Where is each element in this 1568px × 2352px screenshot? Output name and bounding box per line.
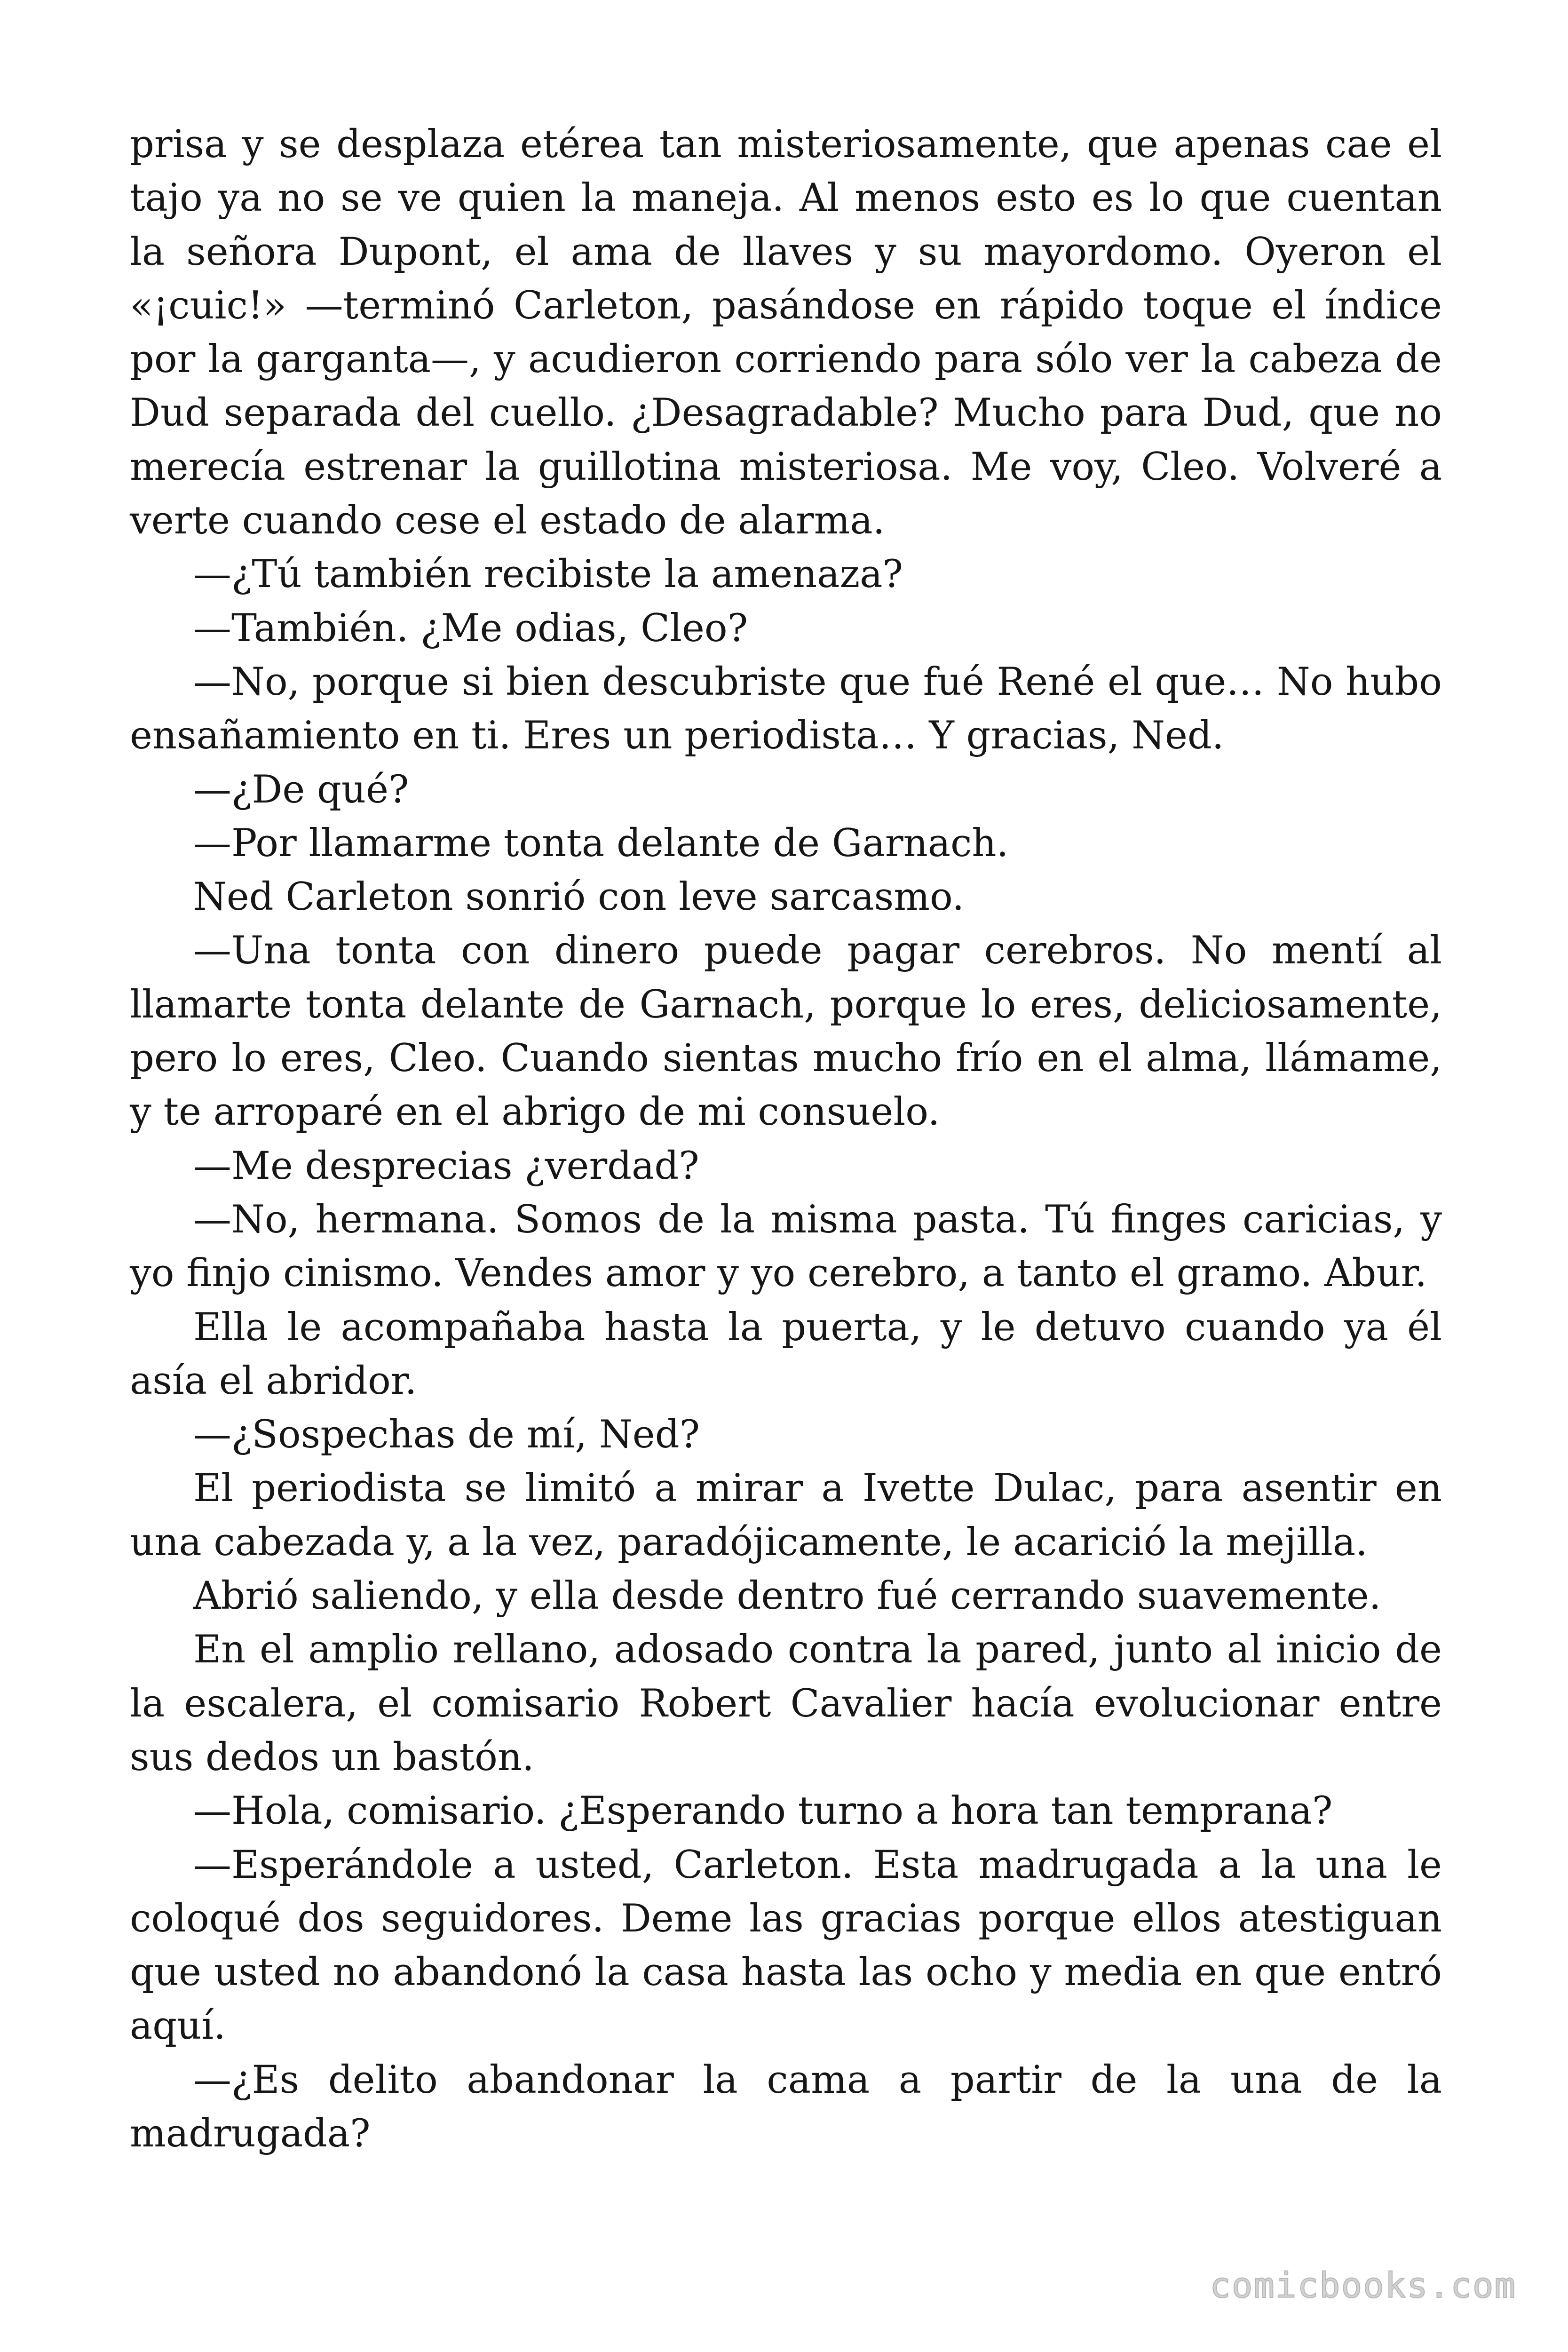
paragraph: —¿De qué?: [193, 767, 409, 812]
paragraph: Ella le acompañaba hasta la puerta, y le detuvo cuando ya él asía el abridor.: [130, 1305, 1442, 1403]
paragraph: Abrió saliendo, y ella desde dentro fué cerrando suavemente.: [193, 1574, 1381, 1619]
paragraph: El periodista se limitó a mirar a Ivette Dulac, para asentir en una cabezada y, a la vez, paradójicamente, le acarició la mejilla.: [130, 1466, 1442, 1565]
paragraph: —Hola, comisario. ¿Esperando turno a hora tan temprana?: [193, 1789, 1333, 1834]
paragraph: En el amplio rellano, adosado contra la pared, junto al inicio de la escalera, el comisario Robert Cavalier hacía evolucionar entre sus dedos un bastón.: [130, 1628, 1442, 1780]
paragraph: —Una tonta con dinero puede pagar cerebros. No mentí al llamarte tonta delante de Garnach, porque lo eres, deliciosamente, pero lo eres, Cleo. Cuando sientas mucho frío en el alma, llámame, y te arroparé en el abrigo de mi consuelo.: [130, 929, 1442, 1135]
paragraph: —Por llamarme tonta delante de Garnach.: [193, 821, 1009, 866]
paragraph: —También. ¿Me odias, Cleo?: [193, 606, 748, 651]
watermark-logo: comicbooks.com: [1210, 2265, 1516, 2306]
paragraph: —Esperándole a usted, Carleton. Esta madrugada a la una le coloqué dos seguidores. Deme las gracias porque ellos atestiguan que usted no abandonó la casa hasta las ocho y media en que entró aquí.: [130, 1843, 1442, 2049]
paragraph: —¿Sospechas de mí, Ned?: [193, 1413, 700, 1457]
paragraph: Ned Carleton sonrió con leve sarcasmo.: [193, 875, 965, 920]
book-page-text: [130, 118, 1442, 2161]
paragraph: —Me desprecias ¿verdad?: [193, 1144, 699, 1188]
paragraph: —No, hermana. Somos de la misma pasta. Tú finges caricias, y yo finjo cinismo. Vendes amor y yo cerebro, a tanto el gramo. Abur.: [130, 1197, 1442, 1296]
paragraph: —No, porque si bien descubriste que fué René el que… No hubo ensañamiento en ti. Eres un periodista… Y gracias, Ned.: [130, 660, 1442, 758]
paragraph: prisa y se desplaza etérea tan misteriosamente, que apenas cae el tajo ya no se ve quien la maneja. Al menos esto es lo que cuentan la señora Dupont, el ama de llaves y su mayordomo. Oyeron el «¡cuic!» —terminó Carleton, pasándose en rápido toque el índice por la garganta—, y acudieron corriendo para sólo ver la cabeza de Dud separada del cuello. ¿Desagradable? Mucho para Dud, que no merecía estrenar la guillotina misteriosa. Me voy, Cleo. Volveré a verte cuando cese el estado de alarma.: [130, 122, 1442, 543]
paragraph: —¿Tú también recibiste la amenaza?: [193, 552, 903, 597]
paragraph: —¿Es delito abandonar la cama a partir de la una de la madrugada?: [130, 2058, 1442, 2156]
